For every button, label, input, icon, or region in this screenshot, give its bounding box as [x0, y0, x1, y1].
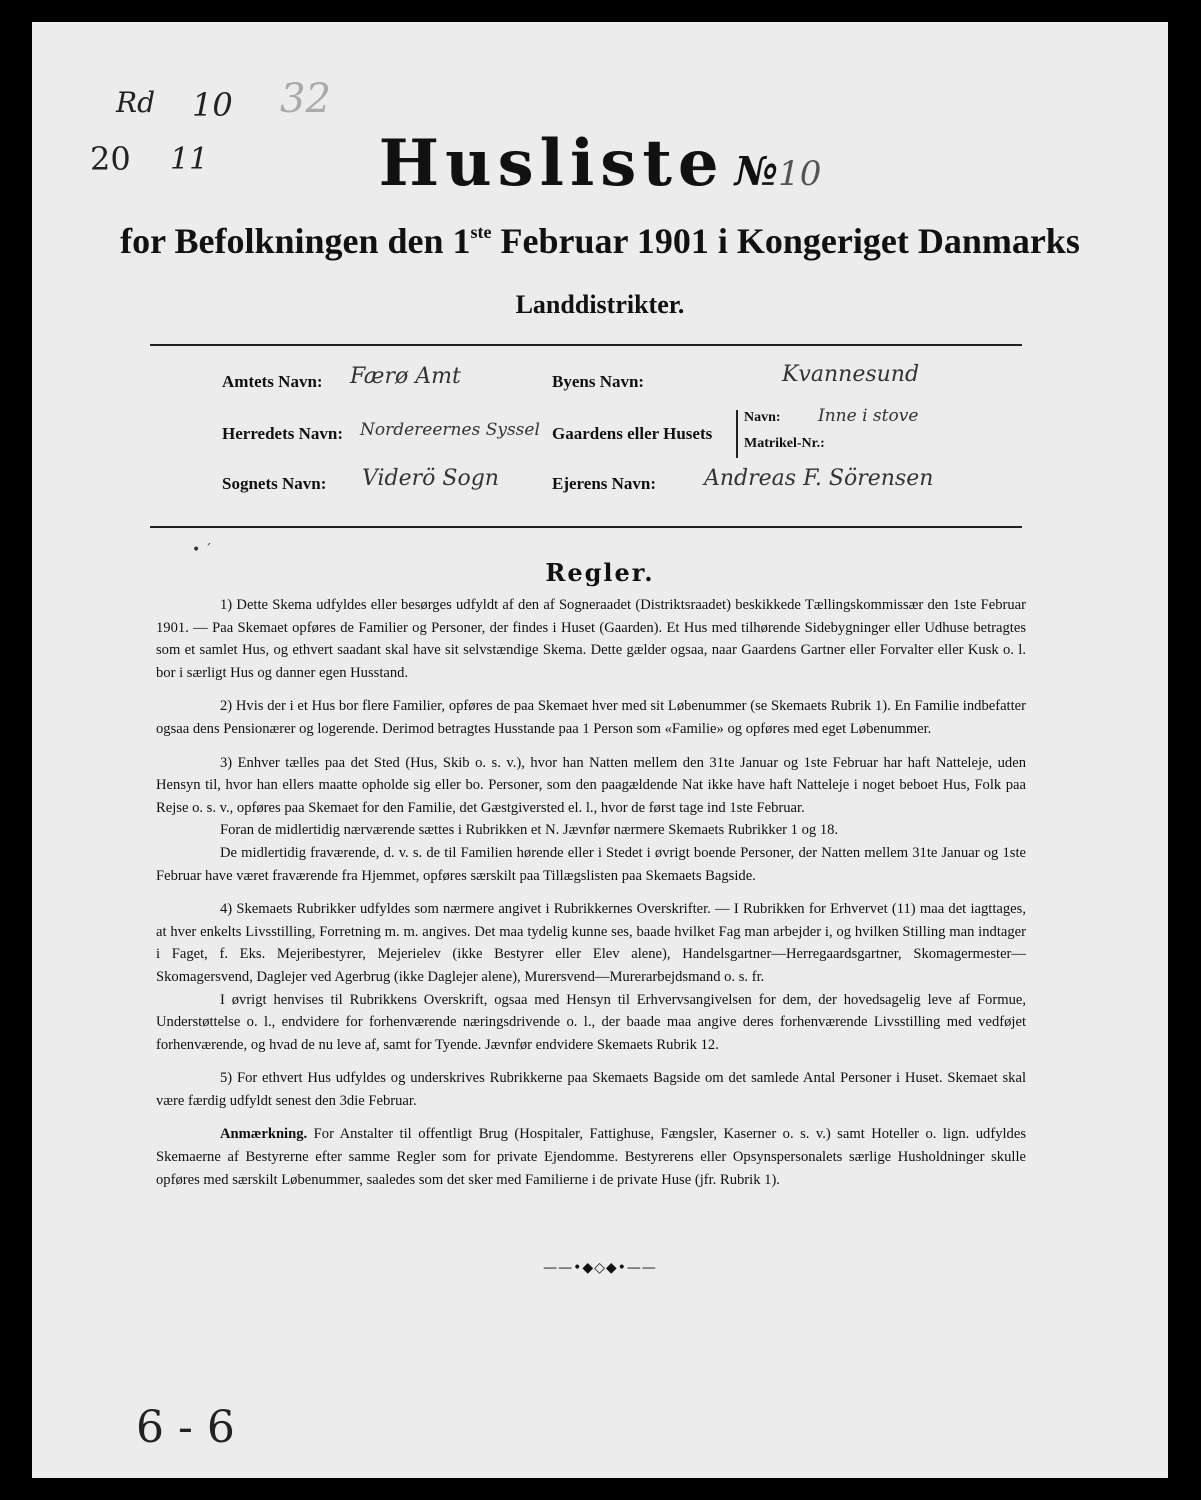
- note-text: For Anstalter til offentligt Brug (Hospitaler, Fattighuse, Fængsler, Kaserner o. s. v.) samt Hoteller o. lign. udfyldes Skemaerne af Bestyrerne efter samme Regler som for private Ejendomme. Bestyrerens eller Opsynspersonalets særlige Husholdninger skulle opføres med særskilt Løbenummer, saaledes som det sker med Familierne i de private Huse (jfr. Rubrik 1).: [156, 1126, 1026, 1188]
- rule-2: 2) Hvis der i et Hus bor flere Familier, opføres de paa Skemaet hver med sit Løbenummer (se Skemaets Rubrik 1). En Familie indbefatter ogsaa dens Pensionærer og logerende. Derimod betragtes Husstande paa 1 Person som «Familie» og opføres med eget Løbenummer.: [156, 698, 1026, 737]
- gaard-navn-label: Navn:: [744, 410, 781, 425]
- rules-body: [156, 594, 1026, 1202]
- by-value: Kvannesund: [782, 362, 920, 387]
- sogn-value: Viderö Sogn: [362, 466, 499, 491]
- herred-value: Nordereernes Syssel: [360, 420, 540, 440]
- rule-5: 5) For ethvert Hus udfyldes og underskrives Rubrikkerne paa Skemaets Bagside om det samlede Antal Personer i Huset. Skemaet skal være færdig udfyldt senest den 3die Februar.: [156, 1070, 1026, 1109]
- subtitle-pre: for Befolkningen den 1: [120, 221, 471, 261]
- amt-value: Færø Amt: [350, 364, 461, 389]
- handwritten-mark-d: 20: [90, 140, 131, 178]
- number-value: 10: [778, 154, 822, 194]
- note: [156, 1123, 1026, 1191]
- ejer-value: Andreas F. Sörensen: [704, 466, 934, 491]
- handwritten-mark-e: 11: [170, 142, 209, 177]
- handwritten-mark-a: Rd: [116, 86, 156, 119]
- herred-label: Herredets Navn:: [222, 424, 344, 443]
- rules-heading: Regler.: [545, 558, 655, 587]
- handwritten-bottom: 6 - 6: [136, 1402, 235, 1453]
- gaard-label: Gaardens eller Husets: [552, 424, 713, 443]
- rule-1: 1) Dette Skema udfyldes eller besørges udfyldt af den af Sogneraadet (Distriktsraadet) beskikkede Tællingskommissær den 1ste Februar 1901. — Paa Skemaet opføres de Familier og Personer, der findes i Huset (Gaarden). Et Hus med tilhørende Sidebygninger eller Udhuse betragtes som et samlet Hus, og ethvert saadant skal have sit selvstændige Skema. Dette gælder ogsaa, naar Gaardens Gartner eller Forvalter eller Kusk o. l. bor i særligt Hus og danner egen Husstand.: [156, 597, 1026, 681]
- title-word: Husliste: [378, 126, 725, 201]
- gaard-matrikel-label: Matrikel-Nr.:: [744, 436, 825, 451]
- subtitle-post: Februar 1901 i Kongeriget Danmarks: [491, 221, 1080, 261]
- rule-3b: Foran de midlertidig nærværende sættes i Rubrikken et N. Jævnfør nærmere Skemaets Rubrikker 1 og 18.: [220, 822, 839, 839]
- handwritten-mark-c: 32: [280, 76, 331, 122]
- ejer-label: Ejerens Navn:: [552, 474, 657, 493]
- census-form-page: [32, 22, 1168, 1478]
- rule-3a: 3) Enhver tælles paa det Sted (Hus, Skib o. s. v.), hvor han Natten mellem den 31te Januar og 1ste Februar har haft Natteleje, uden Hensyn til, hvor han ellers maatte opholde sig eller bo. Personer, som den paagældende Nat ikke have haft Natteleje i noget beboet Hus, Folk paa Rejse o. s. v., opføres paa Skemaet for den Familie, det Gæstgiversted el. l., hvor de først tage ind 1ste Februar.: [156, 754, 1026, 816]
- gaard-brace: [736, 410, 738, 458]
- divider-top: [150, 344, 1022, 346]
- number-label: №: [734, 148, 779, 195]
- by-label: Byens Navn:: [552, 372, 645, 391]
- rule-4a: 4) Skemaets Rubrikker udfyldes som nærmere angivet i Rubrikkernes Overskrifter. — I Rubrikken for Erhvervet (11) maa det iagttages, at hver enkelts Livsstilling, Forretning m. m. angives. Det maa tydelig kunne ses, baade hvilket Fag man arbejder i, og hvilken Stilling man indtager i Faget, f. Eks. Mejeribestyrer, Mejerielev (ikke Bestyrer eller Elev alene), Handelsgartner—Herregaardsgartner, Skomagermester—Skomagersvend, Daglejer ved Agerbrug (ikke Daglejer alene), Murersvend—Murerarbejdsmand o. s. fr.: [156, 901, 1026, 985]
- sogn-label: Sognets Navn:: [222, 474, 327, 493]
- ornament-divider: ——•◆◇◆•——: [543, 1260, 657, 1276]
- handwritten-mark-b: 10: [192, 86, 233, 124]
- amt-label: Amtets Navn:: [222, 372, 323, 391]
- subtitle-sup: ste: [470, 222, 492, 242]
- form-subtitle: [32, 220, 1168, 262]
- district-heading: Landdistrikter.: [515, 290, 685, 319]
- rule-4b: I øvrigt henvises til Rubrikkens Overskrift, ogsaa med Hensyn til Erhvervsangivelsen for dem, der hovedsagelig leve af Formue, Understøttelse o. l., endvidere for forhenværende næringsdrivende o. l., der baade maa angive deres forhenværende Livsstilling med vedføjet forhenværende, og hvad de nu leve af, samt for Tyende. Jævnfør endvidere Skemaets Rubrik 12.: [156, 991, 1026, 1053]
- divider-bottom: [150, 526, 1022, 528]
- form-title: [32, 126, 1168, 201]
- ink-speck: • ˊ: [192, 542, 212, 558]
- rule-3c: De midlertidig fraværende, d. v. s. de til Familien hørende eller i Stedet i øvrigt boende Personer, der Natten mellem 31te Januar og 1ste Februar have været fraværende fra Hjemmet, opføres særskilt paa Tillægslisten paa Skemaets Bagside.: [156, 844, 1026, 884]
- note-label: Anmærkning.: [220, 1126, 308, 1143]
- gaard-navn-value: Inne i stove: [818, 406, 919, 426]
